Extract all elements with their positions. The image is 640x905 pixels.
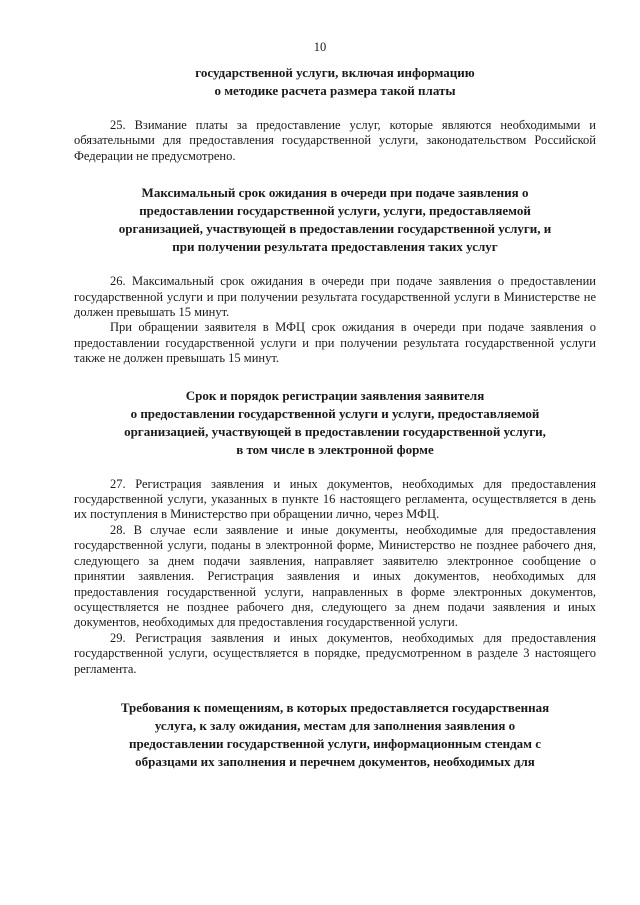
heading-line: Требования к помещениям, в которых предоставляется государственная <box>120 699 550 715</box>
document-body <box>74 64 596 771</box>
heading-line: при получении результата предоставления таких услуг <box>172 239 498 255</box>
section-fee-methodology <box>74 64 596 164</box>
section-heading <box>74 184 596 256</box>
heading-line: государственной услуги, включая информацию <box>195 65 475 80</box>
heading-line: предоставлении государственной услуги, услуги, предоставляемой <box>139 203 531 219</box>
paragraph-25: 25. Взимание платы за предоставление услуг, которые являются необходимыми и обязательными для предоставления государственной услуги, законодательством Российской Федерации не предусмотрено. <box>74 118 596 163</box>
heading-line: Максимальный срок ожидания в очереди при подаче заявления о <box>141 185 529 201</box>
heading-line: образцами их заполнения и перечнем документов, необходимых для <box>135 753 535 769</box>
paragraph-26: 26. Максимальный срок ожидания в очереди при подаче заявления о предоставлении государственной услуги и при получении результата государственной услуги в Министерстве не должен превышать 15 минут. <box>74 274 596 320</box>
section-heading <box>74 64 596 100</box>
section-premises-requirements <box>74 699 596 771</box>
section-heading <box>74 387 596 459</box>
page-number: 10 <box>313 40 327 54</box>
heading-line: в том числе в электронной форме <box>236 441 434 457</box>
heading-line: организацией, участвующей в предоставлении государственной услуги, и <box>118 221 552 237</box>
paragraph-28: 28. В случае если заявление и иные документы, необходимые для предоставления государственной услуги, поданы в электронной форме, Министерство не позднее рабочего дня, следующего за днем подачи заявления, направляет заявителю электронное сообщение о принятии заявления. Регистрация заявления и иных документов, необходимых для предоставления государственной услуги, направленных в форме электронных документов, осуществляется не позднее рабочего дня, следующего за днем подачи заявления и иных документов, необходимых для предоставления государственной услуги. <box>74 522 596 630</box>
heading-line: организацией, участвующей в предоставлении государственной услуги, <box>124 423 546 439</box>
heading-line: услуга, к залу ожидания, местам для заполнения заявления о <box>154 717 516 733</box>
heading-line: Срок и порядок регистрации заявления заявителя <box>185 387 485 403</box>
heading-line: о методике расчета размера такой платы <box>214 83 456 98</box>
section-heading <box>74 699 596 771</box>
section-registration <box>74 387 596 677</box>
paragraph-29: 29. Регистрация заявления и иных документов, необходимых для предоставления государственной услуги, осуществляется в порядке, предусмотренном в разделе 3 настоящего регламента. <box>74 630 596 676</box>
section-queue-waiting-time <box>74 184 596 366</box>
heading-line: о предоставлении государственной услуги и услуги, предоставляемой <box>130 405 540 421</box>
paragraph-mfc-waiting: При обращении заявителя в МФЦ срок ожидания в очереди при подаче заявления о предоставлении государственной услуги и при получении результата государственной услуги также не должен превышать 15 минут. <box>74 320 596 366</box>
paragraph-27: 27. Регистрация заявления и иных документов, необходимых для предоставления государственной услуги, указанных в пункте 16 настоящего регламента, осуществляется в день их поступления в Министерство при обращении лично, через МФЦ. <box>74 476 596 522</box>
heading-line: предоставлении государственной услуги, информационным стендам с <box>128 735 542 751</box>
